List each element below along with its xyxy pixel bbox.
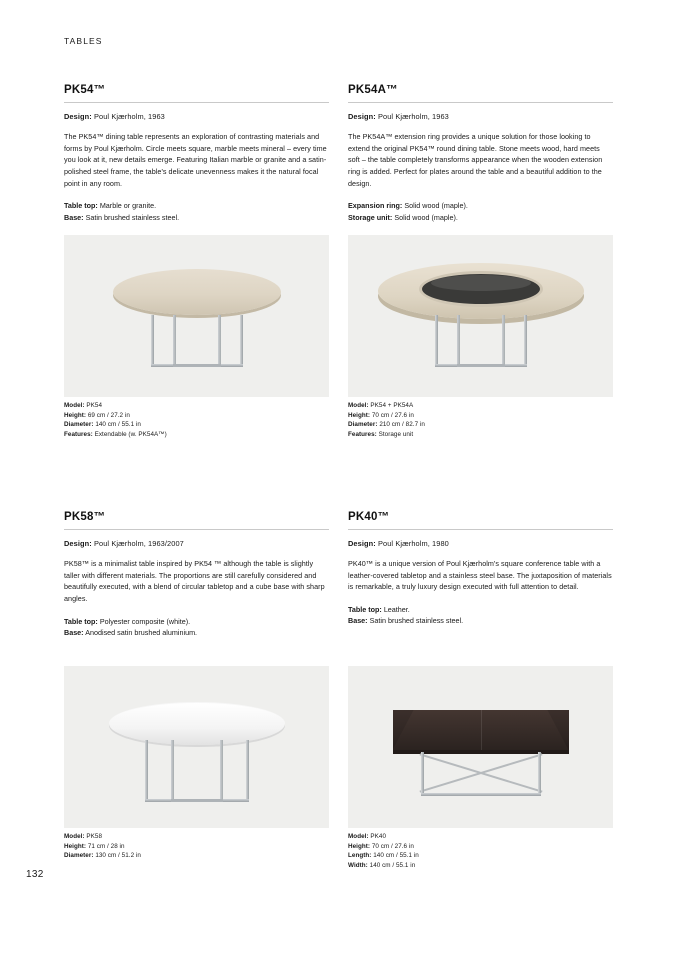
- meta-value: PK58: [86, 833, 103, 840]
- product-specs: [348, 604, 613, 627]
- designer-line: [64, 112, 329, 121]
- frame-foot: [173, 364, 221, 367]
- spec-row: [64, 200, 329, 211]
- spec-value: Marble or granite.: [99, 201, 157, 211]
- designer-label: Design:: [348, 539, 376, 548]
- meta-row: [348, 411, 613, 421]
- marble-round-tabletop: [113, 269, 281, 315]
- spec-value: Satin brushed stainless steel.: [85, 212, 180, 222]
- divider: [64, 529, 329, 530]
- product-block-pk58: [64, 511, 329, 638]
- meta-value: PK40: [370, 833, 387, 840]
- meta-row: [64, 842, 329, 852]
- meta-label: Width:: [348, 861, 368, 869]
- meta-value: PK54: [86, 402, 103, 409]
- product-block-pk40: [348, 511, 613, 627]
- spec-label: Table top:: [348, 604, 382, 614]
- product-specs: [348, 200, 613, 223]
- white-round-tabletop: [109, 702, 285, 745]
- meta-row: [64, 851, 329, 861]
- meta-value: 210 cm / 82.7 in: [379, 421, 425, 429]
- meta-row: [64, 420, 329, 430]
- spec-row: [64, 212, 329, 223]
- product-block-pk54: [64, 84, 329, 223]
- meta-value: 70 cm / 27.6 in: [371, 842, 414, 850]
- tabletop-seam: [481, 710, 482, 750]
- spec-label: Table top:: [64, 201, 98, 211]
- designer-value: Poul Kjærholm, 1980: [377, 539, 449, 548]
- meta-value: 70 cm / 27.6 in: [371, 411, 414, 419]
- spec-row: [64, 627, 329, 638]
- meta-label: Features:: [348, 430, 377, 438]
- meta-row: [348, 420, 613, 430]
- frame-post: [220, 740, 223, 802]
- frame-post: [502, 315, 505, 367]
- designer-value: Poul Kjærholm, 1963/2007: [93, 539, 184, 548]
- spec-row: [348, 212, 613, 223]
- designer-value: Poul Kjærholm, 1963: [93, 112, 165, 121]
- meta-row: [348, 832, 613, 842]
- leather-square-tabletop: [393, 710, 569, 750]
- product-title: PK54™: [64, 84, 106, 96]
- meta-value: PK54 + PK54A: [370, 402, 414, 409]
- spec-label: Base:: [64, 628, 84, 637]
- frame-post: [145, 740, 148, 802]
- meta-row: [64, 832, 329, 842]
- spec-value: Solid wood (maple).: [394, 212, 458, 222]
- product-meta-pk54a: [348, 401, 613, 439]
- spec-value: Leather.: [383, 604, 410, 614]
- designer-label: Design:: [64, 112, 92, 121]
- meta-row: [348, 842, 613, 852]
- steel-frame-base: [435, 315, 527, 367]
- meta-row: [348, 401, 613, 411]
- meta-label: Diameter:: [348, 421, 378, 429]
- spec-row: [348, 200, 613, 211]
- meta-value: 140 cm / 55.1 in: [95, 421, 141, 429]
- frame-post: [171, 740, 174, 802]
- meta-label: Features:: [64, 430, 93, 438]
- spec-label: Table top:: [64, 616, 98, 626]
- spec-label: Expansion ring:: [348, 201, 403, 211]
- product-title: PK58™: [64, 511, 106, 523]
- meta-label: Model:: [348, 833, 369, 840]
- frame-post: [435, 315, 438, 367]
- meta-row: [348, 851, 613, 861]
- meta-label: Height:: [348, 842, 371, 850]
- product-specs: [64, 200, 329, 223]
- spec-value: Solid wood (maple).: [404, 201, 468, 211]
- steel-x-base: [421, 752, 541, 796]
- divider: [348, 102, 613, 103]
- meta-label: Diameter:: [64, 852, 94, 860]
- designer-line: [348, 112, 613, 121]
- frame-post: [246, 740, 249, 802]
- product-block-pk54a: [348, 84, 613, 223]
- aluminium-frame-base: [145, 740, 249, 802]
- frame-post: [538, 752, 541, 796]
- product-title: PK40™: [348, 511, 390, 523]
- meta-value: Extendable (w. PK54A™): [94, 430, 167, 438]
- meta-label: Length:: [348, 852, 372, 860]
- divider: [64, 102, 329, 103]
- frame-post: [457, 315, 460, 367]
- frame-foot: [457, 364, 505, 367]
- designer-line: [64, 539, 329, 548]
- spec-label: Base:: [348, 616, 368, 626]
- page-number: 132: [26, 869, 44, 880]
- spec-row: [348, 604, 613, 615]
- product-description: PK58™ is a minimalist table inspired by PK54 ™ although the table is slightly taller with different materials. The proportions are still carefully considered and beautifully executed, with a blend of circular tabletop and a cube base with sharp angles.: [64, 559, 325, 603]
- product-meta-pk40: [348, 832, 613, 870]
- meta-row: [64, 430, 329, 440]
- product-photo-pk54: [64, 235, 329, 397]
- divider: [348, 529, 613, 530]
- meta-value: 140 cm / 55.1 in: [369, 861, 416, 869]
- meta-label: Model:: [64, 833, 85, 840]
- meta-label: Height:: [64, 842, 87, 850]
- meta-value: 71 cm / 28 in: [87, 842, 125, 850]
- product-specs: [64, 616, 329, 639]
- meta-value: 69 cm / 27.2 in: [87, 411, 130, 419]
- product-photo-pk58: [64, 666, 329, 828]
- spec-value: Anodised satin brushed aluminium.: [85, 628, 198, 637]
- meta-row: [64, 411, 329, 421]
- meta-value: Storage unit: [378, 430, 414, 438]
- frame-post: [218, 315, 221, 367]
- frame-post: [173, 315, 176, 367]
- product-meta-pk58: [64, 832, 329, 861]
- designer-label: Design:: [64, 539, 92, 548]
- product-description: PK40™ is a unique version of Poul Kjærholm's square conference table with a leather-covered tabletop and a stainless steel base. The juxtaposition of materials is remarkable, a truly luxury design executed with full attention to detail.: [348, 559, 612, 592]
- designer-value: Poul Kjærholm, 1963: [377, 112, 449, 121]
- spec-label: Storage unit:: [348, 212, 393, 222]
- frame-post: [421, 752, 424, 796]
- frame-post: [151, 315, 154, 367]
- steel-frame-base: [151, 315, 243, 367]
- meta-value: 140 cm / 55.1 in: [373, 852, 419, 860]
- meta-value: 130 cm / 51.2 in: [95, 852, 141, 860]
- frame-foot: [171, 799, 223, 802]
- designer-line: [348, 539, 613, 548]
- spec-value: Satin brushed stainless steel.: [369, 616, 464, 626]
- product-meta-pk54: [64, 401, 329, 439]
- meta-row: [348, 430, 613, 440]
- meta-label: Diameter:: [64, 421, 94, 429]
- page-header-section: TABLES: [64, 36, 103, 46]
- meta-label: Height:: [64, 411, 87, 419]
- frame-post: [240, 315, 243, 367]
- meta-label: Model:: [348, 402, 369, 409]
- product-photo-pk40: [348, 666, 613, 828]
- product-description: The PK54A™ extension ring provides a unique solution for those looking to extend the original PK54™ round dining table. Stone meets wood, hard meets soft – the table completely transforms appearance when the wooden extension ring is added. Perfect for plates around the table and a beautiful addition to the design.: [348, 132, 603, 188]
- designer-label: Design:: [348, 112, 376, 121]
- meta-label: Model:: [64, 402, 85, 409]
- frame-post: [524, 315, 527, 367]
- tabletop-highlight: [431, 275, 531, 291]
- spec-value: Polyester composite (white).: [99, 616, 191, 626]
- spec-label: Base:: [64, 212, 84, 222]
- spec-row: [348, 615, 613, 626]
- product-photo-pk54a: [348, 235, 613, 397]
- meta-row: [64, 401, 329, 411]
- product-description: The PK54™ dining table represents an exploration of contrasting materials and forms by Poul Kjærholm. Circle meets square, marble meets mineral – every time you look at it, new details emerge. Featuring Italian marble or granite and a satin-polished steel frame, the table's delicate unevenness makes it the natural focal point in any room.: [64, 132, 327, 188]
- product-title: PK54A™: [348, 84, 398, 96]
- meta-row: [348, 861, 613, 871]
- frame-foot: [421, 793, 541, 796]
- meta-label: Height:: [348, 411, 371, 419]
- spec-row: [64, 616, 329, 627]
